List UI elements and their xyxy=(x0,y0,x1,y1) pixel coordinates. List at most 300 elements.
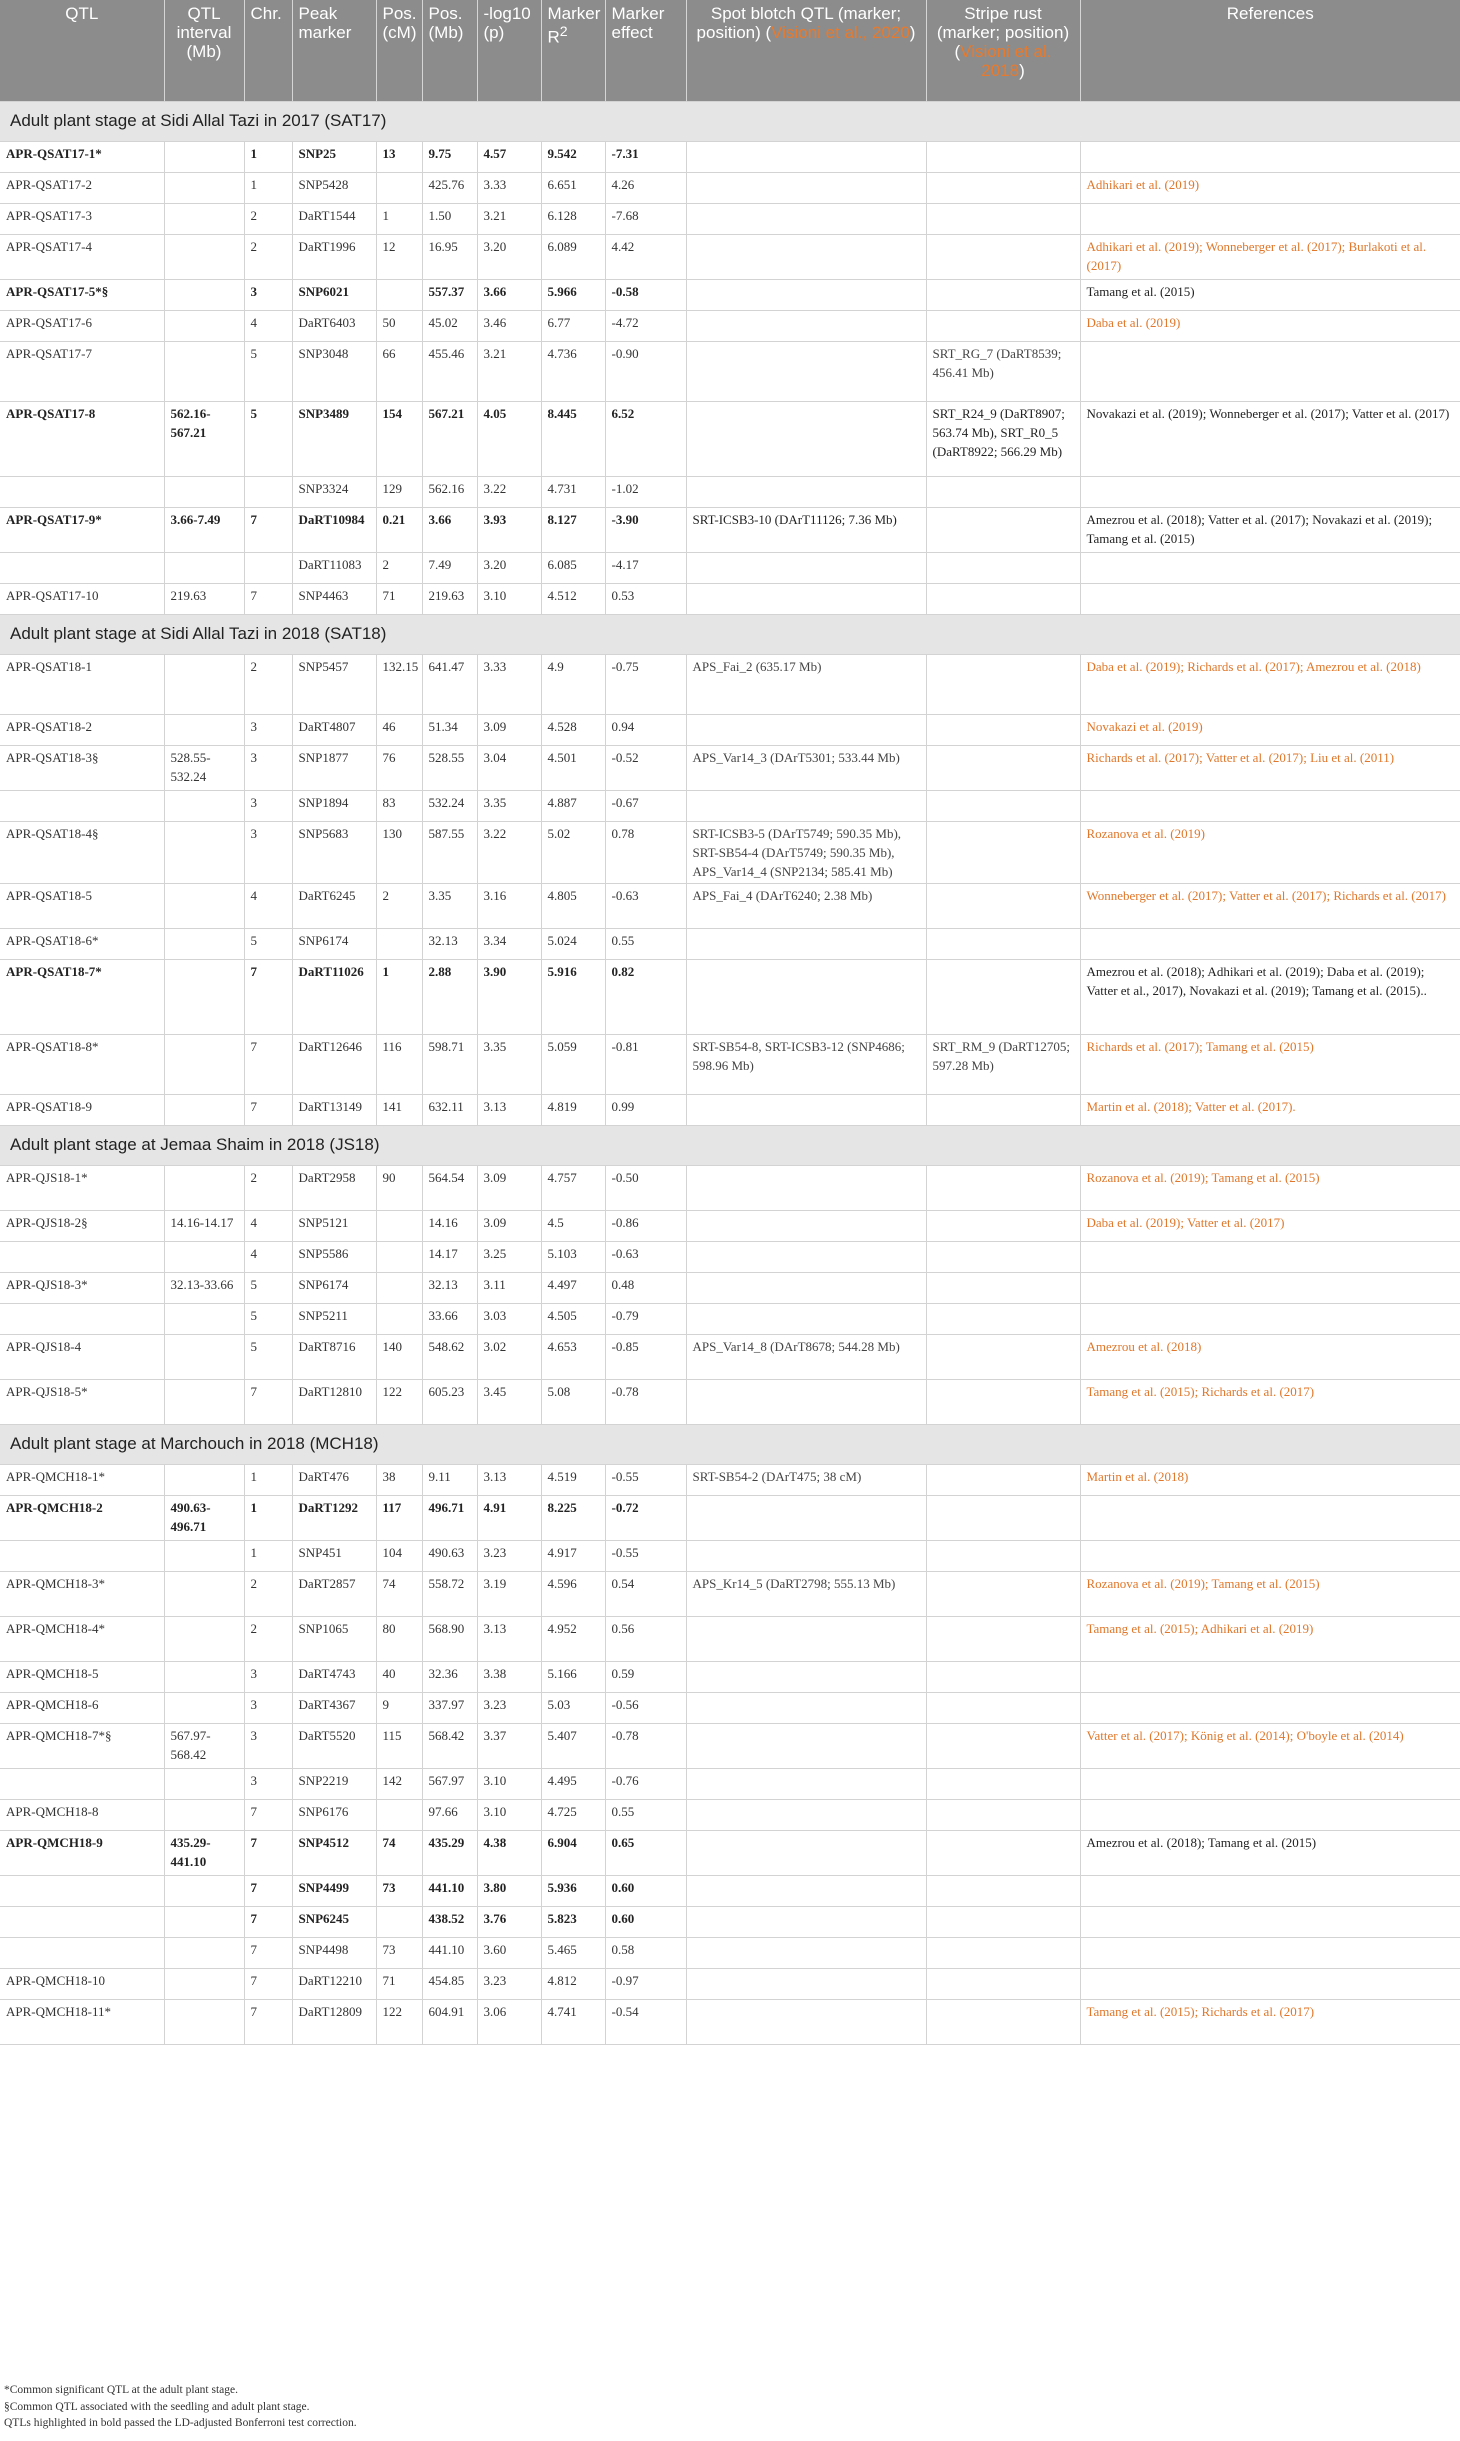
cell-marker-r2: 5.02 xyxy=(541,821,605,883)
cell-marker-r2: 4.528 xyxy=(541,714,605,745)
cell-chr: 3 xyxy=(244,1692,292,1723)
cell-pos-mb: 532.24 xyxy=(422,790,477,821)
cell-pos-cm: 66 xyxy=(376,341,422,401)
cell-marker-effect: -7.68 xyxy=(605,203,686,234)
cell-qtl-interval xyxy=(164,1661,244,1692)
table-row xyxy=(0,1661,1460,1692)
cell-references[interactable]: Daba et al. (2019) xyxy=(1080,310,1460,341)
cell-pos-mb: 438.52 xyxy=(422,1906,477,1937)
cell-peak-marker: DaRT10984 xyxy=(292,507,376,552)
cell-qtl xyxy=(0,1540,164,1571)
cell-peak-marker: DaRT12646 xyxy=(292,1034,376,1094)
cell-references[interactable]: Tamang et al. (2015) xyxy=(1080,279,1460,310)
cell-references[interactable]: Rozanova et al. (2019) xyxy=(1080,821,1460,883)
cell-marker-effect: -7.31 xyxy=(605,141,686,172)
cell-chr: 7 xyxy=(244,1875,292,1906)
cell-log10p: 3.22 xyxy=(477,821,541,883)
cell-marker-r2: 4.805 xyxy=(541,883,605,928)
cell-references xyxy=(1080,583,1460,614)
cell-pos-mb: 7.49 xyxy=(422,552,477,583)
cell-peak-marker: DaRT12210 xyxy=(292,1968,376,1999)
cell-references[interactable]: Richards et al. (2017); Vatter et al. (2017); Liu et al. (2011) xyxy=(1080,745,1460,790)
cell-log10p: 3.13 xyxy=(477,1616,541,1661)
cell-marker-r2: 5.166 xyxy=(541,1661,605,1692)
header-spot-ref-link[interactable]: Visioni et al., 2020 xyxy=(771,23,910,42)
cell-chr: 3 xyxy=(244,745,292,790)
cell-chr: 7 xyxy=(244,583,292,614)
header-pos-mb: Pos. (Mb) xyxy=(422,0,477,101)
cell-spot-blotch-qtl xyxy=(686,1303,926,1334)
cell-marker-effect: -0.54 xyxy=(605,1999,686,2044)
section-header xyxy=(0,1424,1460,1464)
cell-pos-cm: 2 xyxy=(376,552,422,583)
cell-peak-marker: SNP5428 xyxy=(292,172,376,203)
cell-marker-effect: -0.63 xyxy=(605,883,686,928)
cell-log10p: 3.23 xyxy=(477,1692,541,1723)
cell-chr: 3 xyxy=(244,821,292,883)
table-row xyxy=(0,552,1460,583)
cell-qtl-interval xyxy=(164,1241,244,1272)
cell-marker-r2: 4.9 xyxy=(541,654,605,714)
cell-qtl: APR-QMCH18-11* xyxy=(0,1999,164,2044)
cell-marker-effect: -0.56 xyxy=(605,1692,686,1723)
table-row xyxy=(0,507,1460,552)
cell-qtl: APR-QSAT17-3 xyxy=(0,203,164,234)
cell-stripe-rust xyxy=(926,1661,1080,1692)
footnote-common-adult: *Common significant QTL at the adult plant stage. xyxy=(4,2384,238,2396)
cell-references[interactable]: Wonneberger et al. (2017); Vatter et al. (2017); Richards et al. (2017) xyxy=(1080,883,1460,928)
cell-qtl-interval xyxy=(164,1303,244,1334)
cell-stripe-rust xyxy=(926,507,1080,552)
cell-peak-marker: SNP6174 xyxy=(292,1272,376,1303)
cell-chr: 7 xyxy=(244,1830,292,1875)
cell-peak-marker: DaRT12810 xyxy=(292,1379,376,1424)
cell-peak-marker: SNP1894 xyxy=(292,790,376,821)
cell-qtl: APR-QSAT17-6 xyxy=(0,310,164,341)
cell-references[interactable]: Amezrou et al. (2018) xyxy=(1080,1334,1460,1379)
cell-qtl: APR-QSAT18-6* xyxy=(0,928,164,959)
cell-marker-effect: -0.55 xyxy=(605,1540,686,1571)
cell-spot-blotch-qtl xyxy=(686,401,926,476)
table-row xyxy=(0,1094,1460,1125)
cell-qtl-interval xyxy=(164,1379,244,1424)
cell-qtl: APR-QSAT18-8* xyxy=(0,1034,164,1094)
cell-marker-r2: 4.653 xyxy=(541,1334,605,1379)
cell-marker-effect: -0.75 xyxy=(605,654,686,714)
cell-stripe-rust xyxy=(926,1723,1080,1768)
cell-references xyxy=(1080,1241,1460,1272)
cell-marker-effect: 0.60 xyxy=(605,1875,686,1906)
cell-log10p: 3.38 xyxy=(477,1661,541,1692)
cell-peak-marker: SNP5121 xyxy=(292,1210,376,1241)
cell-spot-blotch-qtl xyxy=(686,1094,926,1125)
cell-pos-cm: 129 xyxy=(376,476,422,507)
cell-pos-mb: 441.10 xyxy=(422,1937,477,1968)
cell-stripe-rust xyxy=(926,714,1080,745)
cell-peak-marker: SNP4499 xyxy=(292,1875,376,1906)
cell-marker-r2: 6.085 xyxy=(541,552,605,583)
cell-log10p: 3.20 xyxy=(477,552,541,583)
cell-chr: 5 xyxy=(244,401,292,476)
cell-marker-r2: 4.505 xyxy=(541,1303,605,1334)
cell-qtl: APR-QJS18-5* xyxy=(0,1379,164,1424)
cell-spot-blotch-qtl xyxy=(686,279,926,310)
cell-pos-mb: 562.16 xyxy=(422,476,477,507)
cell-pos-mb: 9.75 xyxy=(422,141,477,172)
cell-pos-mb: 97.66 xyxy=(422,1799,477,1830)
cell-stripe-rust xyxy=(926,279,1080,310)
cell-pos-cm xyxy=(376,1303,422,1334)
cell-references xyxy=(1080,1799,1460,1830)
cell-spot-blotch-qtl xyxy=(686,1768,926,1799)
cell-marker-effect: -0.79 xyxy=(605,1303,686,1334)
cell-marker-effect: 0.54 xyxy=(605,1571,686,1616)
cell-peak-marker: DaRT1292 xyxy=(292,1495,376,1540)
cell-references[interactable]: Rozanova et al. (2019); Tamang et al. (2015) xyxy=(1080,1165,1460,1210)
cell-marker-r2: 4.952 xyxy=(541,1616,605,1661)
cell-references[interactable]: Amezrou et al. (2018); Vatter et al. (2017); Novakazi et al. (2019); Tamang et al. (2015) xyxy=(1080,507,1460,552)
cell-pos-mb: 2.88 xyxy=(422,959,477,1034)
cell-peak-marker: SNP4512 xyxy=(292,1830,376,1875)
cell-pos-mb: 425.76 xyxy=(422,172,477,203)
cell-marker-r2: 4.497 xyxy=(541,1272,605,1303)
cell-log10p: 3.21 xyxy=(477,341,541,401)
cell-pos-mb: 605.23 xyxy=(422,1379,477,1424)
cell-pos-cm: 38 xyxy=(376,1464,422,1495)
cell-spot-blotch-qtl: SRT-ICSB3-5 (DArT5749; 590.35 Mb), SRT-SB54-4 (DArT5749; 590.35 Mb), APS_Var14_4 (SNP2134; 585.41 Mb) xyxy=(686,821,926,883)
cell-qtl: APR-QMCH18-5 xyxy=(0,1661,164,1692)
table-row xyxy=(0,310,1460,341)
cell-references xyxy=(1080,1540,1460,1571)
cell-pos-mb: 51.34 xyxy=(422,714,477,745)
cell-pos-mb: 604.91 xyxy=(422,1999,477,2044)
table-body xyxy=(0,101,1460,2044)
cell-marker-r2: 4.741 xyxy=(541,1999,605,2044)
cell-pos-cm: 73 xyxy=(376,1875,422,1906)
header-qtl: QTL xyxy=(0,0,164,101)
cell-log10p: 4.38 xyxy=(477,1830,541,1875)
cell-log10p: 3.33 xyxy=(477,654,541,714)
cell-marker-r2: 4.736 xyxy=(541,341,605,401)
cell-qtl-interval xyxy=(164,1165,244,1210)
cell-qtl-interval xyxy=(164,1799,244,1830)
header-stripe-ref-link[interactable]: Visioni et al. 2018 xyxy=(960,42,1052,80)
cell-marker-effect: 0.65 xyxy=(605,1830,686,1875)
cell-chr: 5 xyxy=(244,1334,292,1379)
cell-stripe-rust xyxy=(926,1303,1080,1334)
cell-stripe-rust xyxy=(926,1094,1080,1125)
cell-spot-blotch-qtl: SRT-SB54-8, SRT-ICSB3-12 (SNP4686; 598.96 Mb) xyxy=(686,1034,926,1094)
cell-qtl-interval xyxy=(164,1875,244,1906)
cell-log10p: 3.04 xyxy=(477,745,541,790)
cell-references[interactable]: Martin et al. (2018); Vatter et al. (2017). xyxy=(1080,1094,1460,1125)
table-row xyxy=(0,1540,1460,1571)
cell-peak-marker: SNP6174 xyxy=(292,928,376,959)
cell-references[interactable]: Rozanova et al. (2019); Tamang et al. (2015) xyxy=(1080,1571,1460,1616)
cell-pos-cm: 116 xyxy=(376,1034,422,1094)
cell-marker-effect: 0.55 xyxy=(605,1799,686,1830)
cell-spot-blotch-qtl xyxy=(686,1999,926,2044)
cell-stripe-rust xyxy=(926,1210,1080,1241)
cell-marker-r2: 8.127 xyxy=(541,507,605,552)
cell-references[interactable]: Vatter et al. (2017); König et al. (2014); O'boyle et al. (2014) xyxy=(1080,1723,1460,1768)
cell-chr: 4 xyxy=(244,310,292,341)
cell-references xyxy=(1080,341,1460,401)
cell-qtl: APR-QSAT17-7 xyxy=(0,341,164,401)
cell-chr: 3 xyxy=(244,714,292,745)
cell-stripe-rust xyxy=(926,1495,1080,1540)
cell-pos-cm: 117 xyxy=(376,1495,422,1540)
cell-peak-marker: SNP6021 xyxy=(292,279,376,310)
cell-spot-blotch-qtl xyxy=(686,1272,926,1303)
cell-peak-marker: SNP5211 xyxy=(292,1303,376,1334)
cell-qtl-interval: 562.16-567.21 xyxy=(164,401,244,476)
cell-references[interactable]: Richards et al. (2017); Tamang et al. (2015) xyxy=(1080,1034,1460,1094)
cell-chr: 7 xyxy=(244,959,292,1034)
cell-qtl: APR-QSAT17-2 xyxy=(0,172,164,203)
cell-pos-mb: 558.72 xyxy=(422,1571,477,1616)
cell-pos-mb: 32.13 xyxy=(422,928,477,959)
cell-peak-marker: SNP4463 xyxy=(292,583,376,614)
cell-pos-mb: 528.55 xyxy=(422,745,477,790)
cell-marker-r2: 6.77 xyxy=(541,310,605,341)
cell-references xyxy=(1080,476,1460,507)
cell-references[interactable]: Novakazi et al. (2019); Wonneberger et al. (2017); Vatter et al. (2017) xyxy=(1080,401,1460,476)
cell-chr: 4 xyxy=(244,883,292,928)
cell-stripe-rust xyxy=(926,476,1080,507)
cell-references[interactable]: Adhikari et al. (2019); Wonneberger et al. (2017); Burlakoti et al. (2017) xyxy=(1080,234,1460,279)
cell-qtl xyxy=(0,552,164,583)
cell-stripe-rust xyxy=(926,1768,1080,1799)
table-row xyxy=(0,1692,1460,1723)
cell-chr: 7 xyxy=(244,507,292,552)
table-row xyxy=(0,1830,1460,1875)
cell-spot-blotch-qtl: APS_Var14_8 (DArT8678; 544.28 Mb) xyxy=(686,1334,926,1379)
header-marker-effect: Marker effect xyxy=(605,0,686,101)
cell-spot-blotch-qtl xyxy=(686,1241,926,1272)
cell-peak-marker: SNP5586 xyxy=(292,1241,376,1272)
cell-spot-blotch-qtl: APS_Fai_4 (DArT6240; 2.38 Mb) xyxy=(686,883,926,928)
cell-references[interactable]: Novakazi et al. (2019) xyxy=(1080,714,1460,745)
cell-stripe-rust xyxy=(926,1999,1080,2044)
cell-qtl-interval xyxy=(164,1540,244,1571)
cell-log10p: 3.45 xyxy=(477,1379,541,1424)
table-row xyxy=(0,1464,1460,1495)
footnote-bold-bonferroni: QTLs highlighted in bold passed the LD-adjusted Bonferroni test correction. xyxy=(4,2417,357,2429)
cell-references[interactable]: Tamang et al. (2015); Richards et al. (2017) xyxy=(1080,1379,1460,1424)
cell-marker-r2: 5.966 xyxy=(541,279,605,310)
cell-pos-cm: 9 xyxy=(376,1692,422,1723)
cell-log10p: 3.13 xyxy=(477,1464,541,1495)
cell-peak-marker: DaRT1996 xyxy=(292,234,376,279)
cell-marker-effect: -0.86 xyxy=(605,1210,686,1241)
cell-chr: 7 xyxy=(244,1968,292,1999)
cell-qtl-interval xyxy=(164,1937,244,1968)
cell-marker-r2: 4.731 xyxy=(541,476,605,507)
cell-pos-cm: 142 xyxy=(376,1768,422,1799)
cell-chr xyxy=(244,476,292,507)
cell-qtl: APR-QJS18-3* xyxy=(0,1272,164,1303)
table-row xyxy=(0,341,1460,401)
cell-qtl-interval xyxy=(164,1999,244,2044)
cell-qtl-interval xyxy=(164,1034,244,1094)
cell-qtl-interval: 435.29-441.10 xyxy=(164,1830,244,1875)
cell-marker-r2: 8.445 xyxy=(541,401,605,476)
cell-marker-r2: 4.917 xyxy=(541,1540,605,1571)
section-title: Adult plant stage at Jemaa Shaim in 2018 (JS18) xyxy=(0,1125,1460,1165)
cell-pos-mb: 14.17 xyxy=(422,1241,477,1272)
cell-pos-mb: 16.95 xyxy=(422,234,477,279)
cell-chr: 2 xyxy=(244,1616,292,1661)
cell-spot-blotch-qtl xyxy=(686,172,926,203)
cell-marker-effect: 0.82 xyxy=(605,959,686,1034)
table-row xyxy=(0,141,1460,172)
cell-pos-cm: 90 xyxy=(376,1165,422,1210)
cell-log10p: 3.93 xyxy=(477,507,541,552)
cell-references[interactable]: Tamang et al. (2015); Adhikari et al. (2019) xyxy=(1080,1616,1460,1661)
cell-qtl: APR-QSAT18-7* xyxy=(0,959,164,1034)
cell-spot-blotch-qtl xyxy=(686,959,926,1034)
cell-pos-cm: 50 xyxy=(376,310,422,341)
table-row xyxy=(0,928,1460,959)
cell-marker-r2: 4.495 xyxy=(541,1768,605,1799)
cell-spot-blotch-qtl xyxy=(686,1540,926,1571)
cell-spot-blotch-qtl xyxy=(686,234,926,279)
cell-stripe-rust xyxy=(926,203,1080,234)
cell-pos-cm: 122 xyxy=(376,1999,422,2044)
cell-pos-mb: 564.54 xyxy=(422,1165,477,1210)
cell-peak-marker: DaRT13149 xyxy=(292,1094,376,1125)
cell-references[interactable]: Daba et al. (2019); Vatter et al. (2017) xyxy=(1080,1210,1460,1241)
cell-marker-effect: 4.42 xyxy=(605,234,686,279)
cell-qtl: APR-QSAT17-10 xyxy=(0,583,164,614)
cell-marker-r2: 6.128 xyxy=(541,203,605,234)
cell-references[interactable]: Daba et al. (2019); Richards et al. (2017); Amezrou et al. (2018) xyxy=(1080,654,1460,714)
table-row xyxy=(0,401,1460,476)
cell-log10p: 3.02 xyxy=(477,1334,541,1379)
cell-qtl-interval xyxy=(164,1334,244,1379)
cell-references[interactable]: Amezrou et al. (2018); Adhikari et al. (2019); Daba et al. (2019); Vatter et al., 2017), Novakazi et al. (2019); Tamang et al. (2015).. xyxy=(1080,959,1460,1034)
cell-marker-r2: 5.936 xyxy=(541,1875,605,1906)
cell-marker-effect: -0.76 xyxy=(605,1768,686,1799)
cell-pos-mb: 9.11 xyxy=(422,1464,477,1495)
cell-pos-cm: 71 xyxy=(376,583,422,614)
cell-spot-blotch-qtl xyxy=(686,1495,926,1540)
cell-marker-effect: 4.26 xyxy=(605,172,686,203)
cell-marker-effect: -0.72 xyxy=(605,1495,686,1540)
cell-references[interactable]: Adhikari et al. (2019) xyxy=(1080,172,1460,203)
table-row xyxy=(0,1495,1460,1540)
cell-qtl-interval xyxy=(164,1464,244,1495)
cell-log10p: 3.21 xyxy=(477,203,541,234)
cell-pos-cm: 76 xyxy=(376,745,422,790)
cell-references xyxy=(1080,1692,1460,1723)
table-row xyxy=(0,1799,1460,1830)
cell-references[interactable]: Tamang et al. (2015); Richards et al. (2017) xyxy=(1080,1999,1460,2044)
cell-qtl xyxy=(0,1768,164,1799)
cell-stripe-rust xyxy=(926,172,1080,203)
cell-pos-mb: 587.55 xyxy=(422,821,477,883)
cell-log10p: 4.91 xyxy=(477,1495,541,1540)
cell-peak-marker: DaRT476 xyxy=(292,1464,376,1495)
cell-stripe-rust xyxy=(926,310,1080,341)
cell-pos-mb: 548.62 xyxy=(422,1334,477,1379)
cell-pos-mb: 441.10 xyxy=(422,1875,477,1906)
cell-qtl-interval xyxy=(164,234,244,279)
cell-pos-cm xyxy=(376,1241,422,1272)
cell-pos-mb: 1.50 xyxy=(422,203,477,234)
cell-marker-r2: 4.5 xyxy=(541,1210,605,1241)
cell-log10p: 3.09 xyxy=(477,1165,541,1210)
cell-stripe-rust xyxy=(926,234,1080,279)
cell-references[interactable]: Martin et al. (2018) xyxy=(1080,1464,1460,1495)
cell-qtl-interval xyxy=(164,790,244,821)
cell-spot-blotch-qtl: SRT-ICSB3-10 (DArT11126; 7.36 Mb) xyxy=(686,507,926,552)
cell-peak-marker: DaRT6403 xyxy=(292,310,376,341)
cell-log10p: 3.80 xyxy=(477,1875,541,1906)
cell-marker-effect: 0.78 xyxy=(605,821,686,883)
cell-references[interactable]: Amezrou et al. (2018); Tamang et al. (2015) xyxy=(1080,1830,1460,1875)
cell-marker-r2: 5.059 xyxy=(541,1034,605,1094)
cell-marker-effect: 0.59 xyxy=(605,1661,686,1692)
cell-references xyxy=(1080,1768,1460,1799)
cell-pos-mb: 598.71 xyxy=(422,1034,477,1094)
cell-chr: 5 xyxy=(244,1303,292,1334)
cell-stripe-rust xyxy=(926,745,1080,790)
cell-log10p: 3.16 xyxy=(477,883,541,928)
cell-pos-mb: 45.02 xyxy=(422,310,477,341)
cell-references xyxy=(1080,203,1460,234)
cell-chr: 7 xyxy=(244,1937,292,1968)
cell-qtl: APR-QSAT18-1 xyxy=(0,654,164,714)
cell-peak-marker: SNP2219 xyxy=(292,1768,376,1799)
cell-qtl xyxy=(0,790,164,821)
table-row xyxy=(0,1241,1460,1272)
cell-stripe-rust xyxy=(926,1799,1080,1830)
cell-qtl: APR-QSAT18-9 xyxy=(0,1094,164,1125)
footnotes xyxy=(4,2382,357,2432)
cell-peak-marker: DaRT11026 xyxy=(292,959,376,1034)
cell-references xyxy=(1080,1906,1460,1937)
cell-marker-effect: -0.97 xyxy=(605,1968,686,1999)
cell-qtl-interval xyxy=(164,1768,244,1799)
cell-marker-effect: -0.52 xyxy=(605,745,686,790)
cell-spot-blotch-qtl xyxy=(686,310,926,341)
cell-pos-cm xyxy=(376,1272,422,1303)
cell-spot-blotch-qtl xyxy=(686,476,926,507)
cell-spot-blotch-qtl xyxy=(686,1723,926,1768)
cell-pos-mb: 568.42 xyxy=(422,1723,477,1768)
cell-spot-blotch-qtl xyxy=(686,141,926,172)
cell-references xyxy=(1080,552,1460,583)
table-row xyxy=(0,476,1460,507)
cell-marker-r2: 5.465 xyxy=(541,1937,605,1968)
section-header xyxy=(0,1125,1460,1165)
cell-marker-effect: -4.72 xyxy=(605,310,686,341)
cell-marker-effect: -3.90 xyxy=(605,507,686,552)
header-references: References xyxy=(1080,0,1460,101)
cell-qtl-interval: 219.63 xyxy=(164,583,244,614)
cell-peak-marker: SNP5683 xyxy=(292,821,376,883)
cell-marker-r2: 4.887 xyxy=(541,790,605,821)
cell-qtl: APR-QSAT17-8 xyxy=(0,401,164,476)
cell-pos-cm: 141 xyxy=(376,1094,422,1125)
cell-qtl-interval xyxy=(164,1094,244,1125)
cell-log10p: 3.22 xyxy=(477,476,541,507)
cell-pos-cm xyxy=(376,928,422,959)
cell-pos-cm: 74 xyxy=(376,1830,422,1875)
cell-log10p: 3.09 xyxy=(477,714,541,745)
